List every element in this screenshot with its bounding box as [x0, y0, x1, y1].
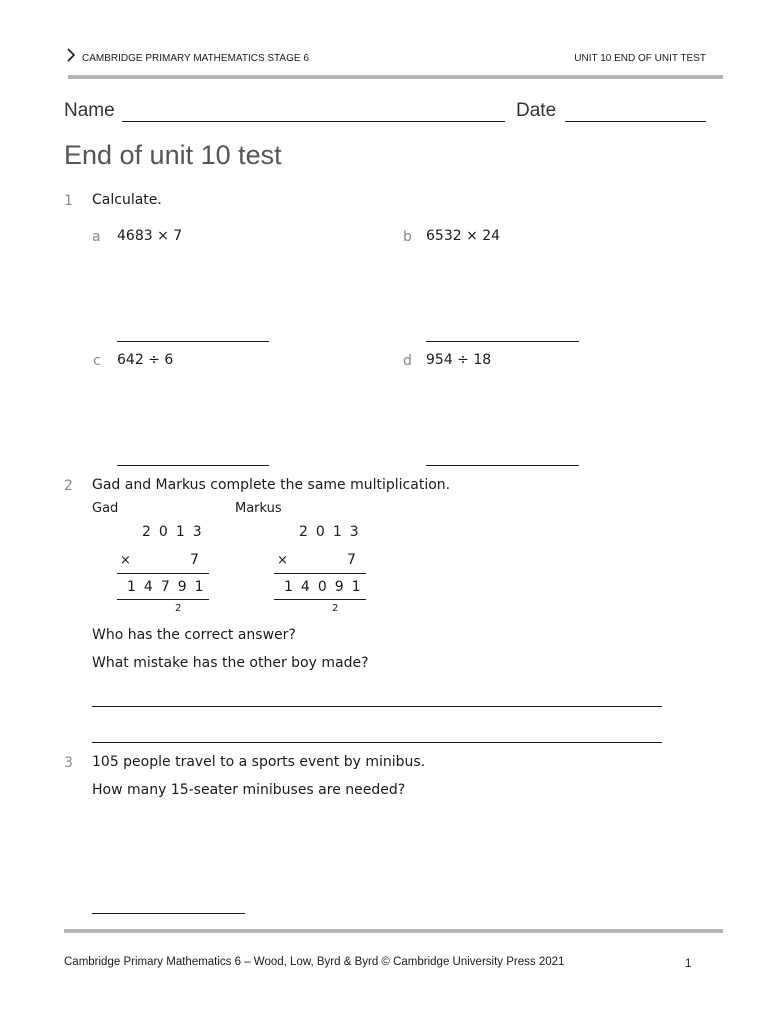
markus-multiplier: 7 — [347, 552, 364, 568]
markus-rule-bottom — [274, 599, 366, 600]
footer-copyright: Cambridge Primary Mathematics 6 – Wood, Low, Byrd & Byrd © Cambridge University Press 2021 — [64, 956, 565, 968]
gad-answer: 14791 — [127, 579, 212, 595]
part-label-b: b — [403, 229, 412, 245]
question-number-3: 3 — [64, 755, 73, 771]
markus-rule-top — [274, 573, 366, 574]
footer-divider — [64, 929, 723, 933]
part-d-text: 954 ÷ 18 — [426, 352, 492, 368]
gad-multiplicand: 2013 — [142, 524, 210, 540]
answer-line-b[interactable] — [426, 341, 579, 342]
header-unit-title: UNIT 10 END OF UNIT TEST — [574, 53, 706, 64]
answer-line-q2-2[interactable] — [92, 742, 662, 743]
question-2-part-1: Who has the correct answer? — [92, 627, 296, 643]
answer-line-q3[interactable] — [92, 913, 245, 914]
gad-rule-bottom — [117, 599, 209, 600]
date-label: Date — [516, 100, 557, 121]
answer-line-a[interactable] — [117, 341, 269, 342]
gad-times-sign: × — [120, 553, 131, 568]
part-b-text: 6532 × 24 — [426, 228, 501, 244]
question-2-prompt: Gad and Markus complete the same multiplication. — [92, 477, 451, 493]
answer-line-d[interactable] — [426, 465, 579, 466]
markus-times-sign: × — [277, 553, 288, 568]
name-field[interactable] — [122, 121, 505, 122]
name-label: Name — [64, 100, 115, 121]
page-title: End of unit 10 test — [64, 140, 282, 170]
markus-multiplicand: 2013 — [299, 524, 367, 540]
markus-label: Markus — [235, 501, 282, 516]
page-number: 1 — [685, 958, 692, 970]
part-label-d: d — [403, 353, 412, 369]
question-1-prompt: Calculate. — [92, 192, 162, 208]
markus-answer: 14091 — [284, 579, 369, 595]
part-a-text: 4683 × 7 — [117, 228, 183, 244]
part-label-c: c — [93, 353, 101, 369]
chevron-right-icon — [66, 48, 76, 65]
gad-carry: 2 — [175, 603, 182, 614]
question-number-2: 2 — [64, 478, 73, 494]
question-number-1: 1 — [64, 193, 73, 209]
part-c-text: 642 ÷ 6 — [117, 352, 174, 368]
gad-multiplier: 7 — [190, 552, 207, 568]
markus-carry: 2 — [332, 603, 339, 614]
question-3-line-2: How many 15-seater minibuses are needed? — [92, 782, 406, 798]
header-series-title: CAMBRIDGE PRIMARY MATHEMATICS STAGE 6 — [82, 53, 309, 64]
part-label-a: a — [92, 229, 101, 245]
date-field[interactable] — [565, 121, 706, 122]
answer-line-q2-1[interactable] — [92, 706, 662, 707]
question-3-line-1: 105 people travel to a sports event by minibus. — [92, 754, 426, 770]
question-2-part-2: What mistake has the other boy made? — [92, 655, 369, 671]
header-divider — [68, 75, 723, 79]
gad-rule-top — [117, 573, 209, 574]
gad-label: Gad — [92, 501, 119, 516]
answer-line-c[interactable] — [117, 465, 269, 466]
